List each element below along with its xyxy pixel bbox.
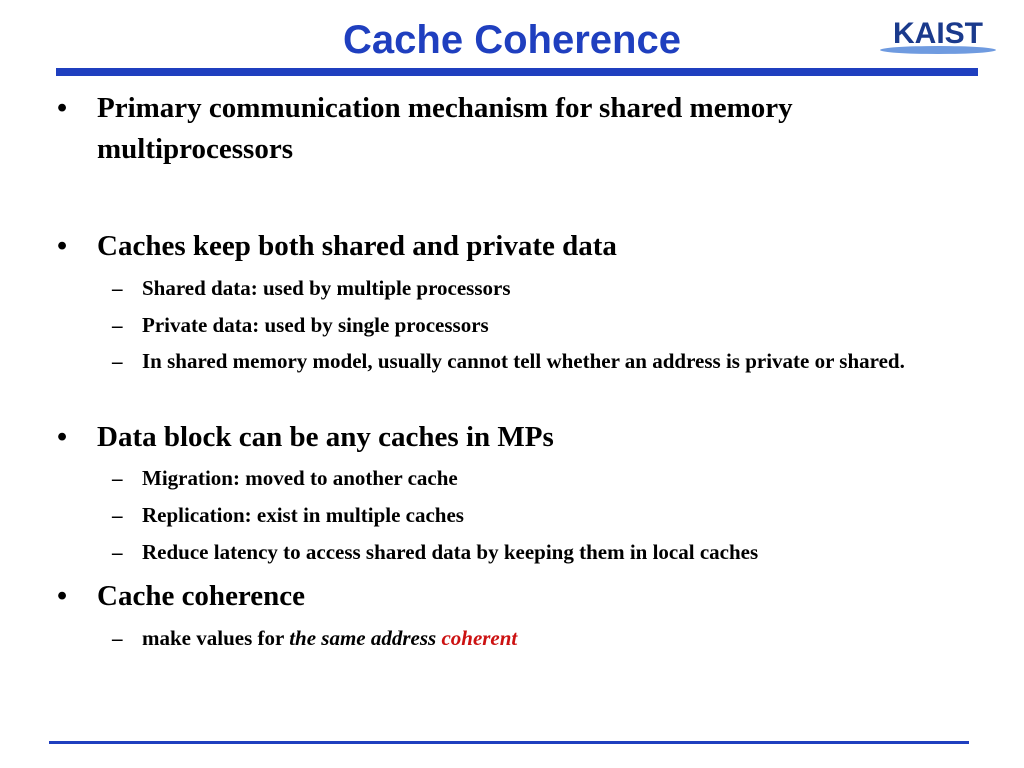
sub-bullet-text: In shared memory model, usually cannot tell whether an address is private or shared. (142, 349, 905, 373)
sub-bullet-text-plain: make values for (142, 626, 290, 650)
bullet-cache-coherence (57, 576, 957, 617)
sub-bullet-make-values (112, 623, 972, 654)
bullet-text: Cache coherence (97, 580, 306, 612)
svg-text:KAIST: KAIST (893, 17, 983, 50)
sub-bullet-private-data (112, 310, 972, 341)
sub-bullet-text-italic: the same address (289, 626, 437, 650)
bullet-marker: • (57, 580, 68, 612)
sub-bullet-replication (112, 500, 972, 531)
sub-bullet-marker: – (112, 466, 123, 490)
bullet-marker: • (57, 421, 68, 453)
bullet-text: Data block can be any caches in MPs (97, 421, 554, 453)
sub-bullet-shared-data (112, 273, 972, 304)
sub-bullet-shared-memory-model (112, 346, 972, 377)
sub-bullet-marker: – (112, 626, 123, 650)
bullet-marker: • (57, 92, 68, 124)
sub-bullet-migration (112, 463, 972, 494)
bullet-text: Caches keep both shared and private data (97, 230, 617, 262)
sub-bullet-text: Shared data: used by multiple processors (142, 276, 511, 300)
sub-bullet-marker: – (112, 313, 123, 337)
sub-bullet-marker: – (112, 349, 123, 373)
coherent-highlight: coherent (441, 626, 518, 650)
sub-bullet-text: Private data: used by single processors (142, 313, 489, 337)
sub-bullet-text: Migration: moved to another cache (142, 466, 458, 490)
bullet-marker: • (57, 230, 68, 262)
sub-bullet-text: Reduce latency to access shared data by keeping them in local caches (142, 540, 759, 564)
sub-bullet-marker: – (112, 540, 123, 564)
bullet-text: Primary communication mechanism for shared memory multiprocessors (97, 92, 793, 165)
bullet-data-block (57, 417, 957, 458)
sub-bullet-marker: – (112, 503, 123, 527)
bullet-caches-keep (57, 226, 957, 267)
sub-bullet-text: Replication: exist in multiple caches (142, 503, 464, 527)
bullet-primary-communication (57, 88, 957, 170)
sub-bullet-reduce-latency (112, 537, 972, 568)
sub-bullet-marker: – (112, 276, 123, 300)
slide-title: Cache Coherence (343, 18, 681, 62)
footer-rule (49, 741, 969, 744)
